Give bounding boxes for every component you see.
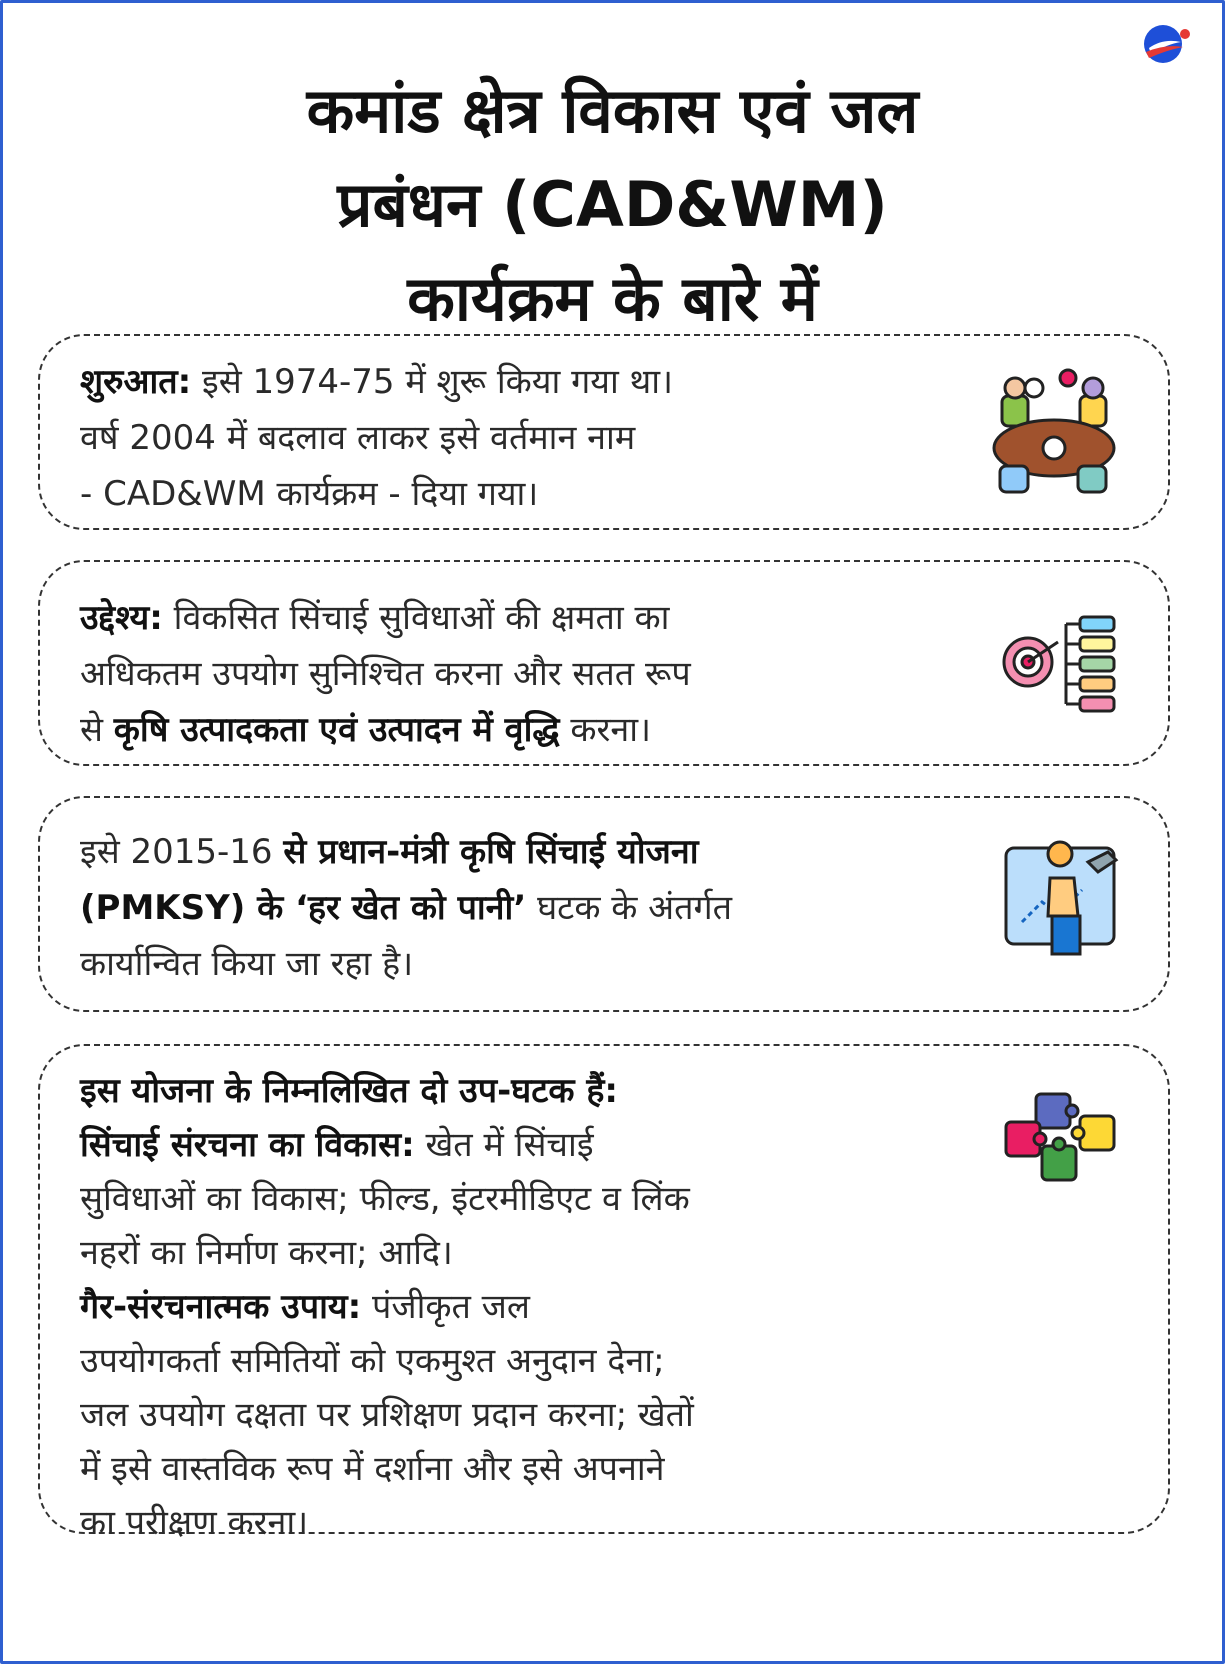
card-components-heading: इस योजना के निम्नलिखित दो उप-घटक हैं: [80, 1071, 619, 1111]
sub-component-1-line-1: खेत में सिंचाई [414, 1125, 594, 1165]
card-objective-line-1: विकसित सिंचाई सुविधाओं की क्षमता का [162, 598, 670, 638]
sub-component-2-line-5: का परीक्षण करना। [80, 1503, 309, 1543]
card-objective-heading: उद्देश्य: [80, 598, 163, 638]
sub-component-2-line-2: उपयोगकर्ता समितियों को एकमुश्त अनुदान देना; [80, 1341, 665, 1381]
puzzle-icon [1000, 1086, 1130, 1196]
card-inception-heading: शुरुआत: [80, 362, 192, 402]
card-objective-line-3-pre: से [80, 710, 114, 750]
meeting-icon [990, 366, 1120, 496]
page-title [80, 64, 1145, 346]
card-inception-text [80, 354, 673, 522]
target-icon [1000, 604, 1130, 724]
title-line-1: कमांड क्षेत्र विकास एवं जल [306, 74, 919, 147]
card-implementation-text [80, 824, 732, 992]
card-objective-line-2: अधिकतम उपयोग सुनिश्चित करना और सतत रूप [80, 654, 691, 694]
card-implementation-line-2-post: घटक के अंतर्गत [526, 888, 733, 928]
card-objective [38, 560, 1170, 766]
sub-component-1-line-3: नहरों का निर्माण करना; आदि। [80, 1233, 453, 1273]
brand-logo-icon [1137, 14, 1197, 74]
title-line-2: प्रबंधन (CAD&WM) [337, 168, 888, 241]
card-implementation-line-2-bold: (PMKSY) के ‘हर खेत को पानी’ [80, 888, 527, 928]
sub-component-2-line-1: पंजीकृत जल [361, 1287, 530, 1327]
card-implementation-line-1-bold: से प्रधान-मंत्री कृषि सिंचाई योजना [283, 832, 699, 872]
sub-component-2-line-3: जल उपयोग दक्षता पर प्रशिक्षण प्रदान करना; खेतों [80, 1395, 694, 1435]
card-inception-line-1: इसे 1974-75 में शुरू किया गया था। [191, 362, 673, 402]
card-implementation [38, 796, 1170, 1012]
card-inception-line-3: - CAD&WM कार्यक्रम - दिया गया। [80, 474, 539, 514]
card-objective-line-3-bold: कृषि उत्पादकता एवं उत्पादन में वृद्धि [113, 710, 560, 750]
card-objective-text [80, 590, 691, 758]
sub-component-1-heading: सिंचाई संरचना का विकास: [80, 1125, 415, 1165]
title-line-3: कार्यक्रम के बारे में [407, 262, 818, 335]
card-components [38, 1044, 1170, 1543]
sub-component-1-line-2: सुविधाओं का विकास; फील्ड, इंटरमीडिएट व लिंक [80, 1179, 690, 1219]
card-implementation-line-3: कार्यान्वित किया जा रहा है। [80, 944, 414, 984]
implementation-icon [998, 832, 1128, 962]
card-implementation-line-1-pre: इसे 2015-16 [80, 832, 284, 872]
sub-component-2-heading: गैर-संरचनात्मक उपाय: [80, 1287, 362, 1327]
card-inception-line-2: वर्ष 2004 में बदलाव लाकर इसे वर्तमान नाम [80, 418, 636, 458]
card-components-text [80, 1064, 694, 1550]
card-inception [38, 334, 1170, 530]
sub-component-2-line-4: में इसे वास्तविक रूप में दर्शाना और इसे अपनाने [80, 1449, 665, 1489]
card-objective-line-3-post: करना। [559, 710, 651, 750]
